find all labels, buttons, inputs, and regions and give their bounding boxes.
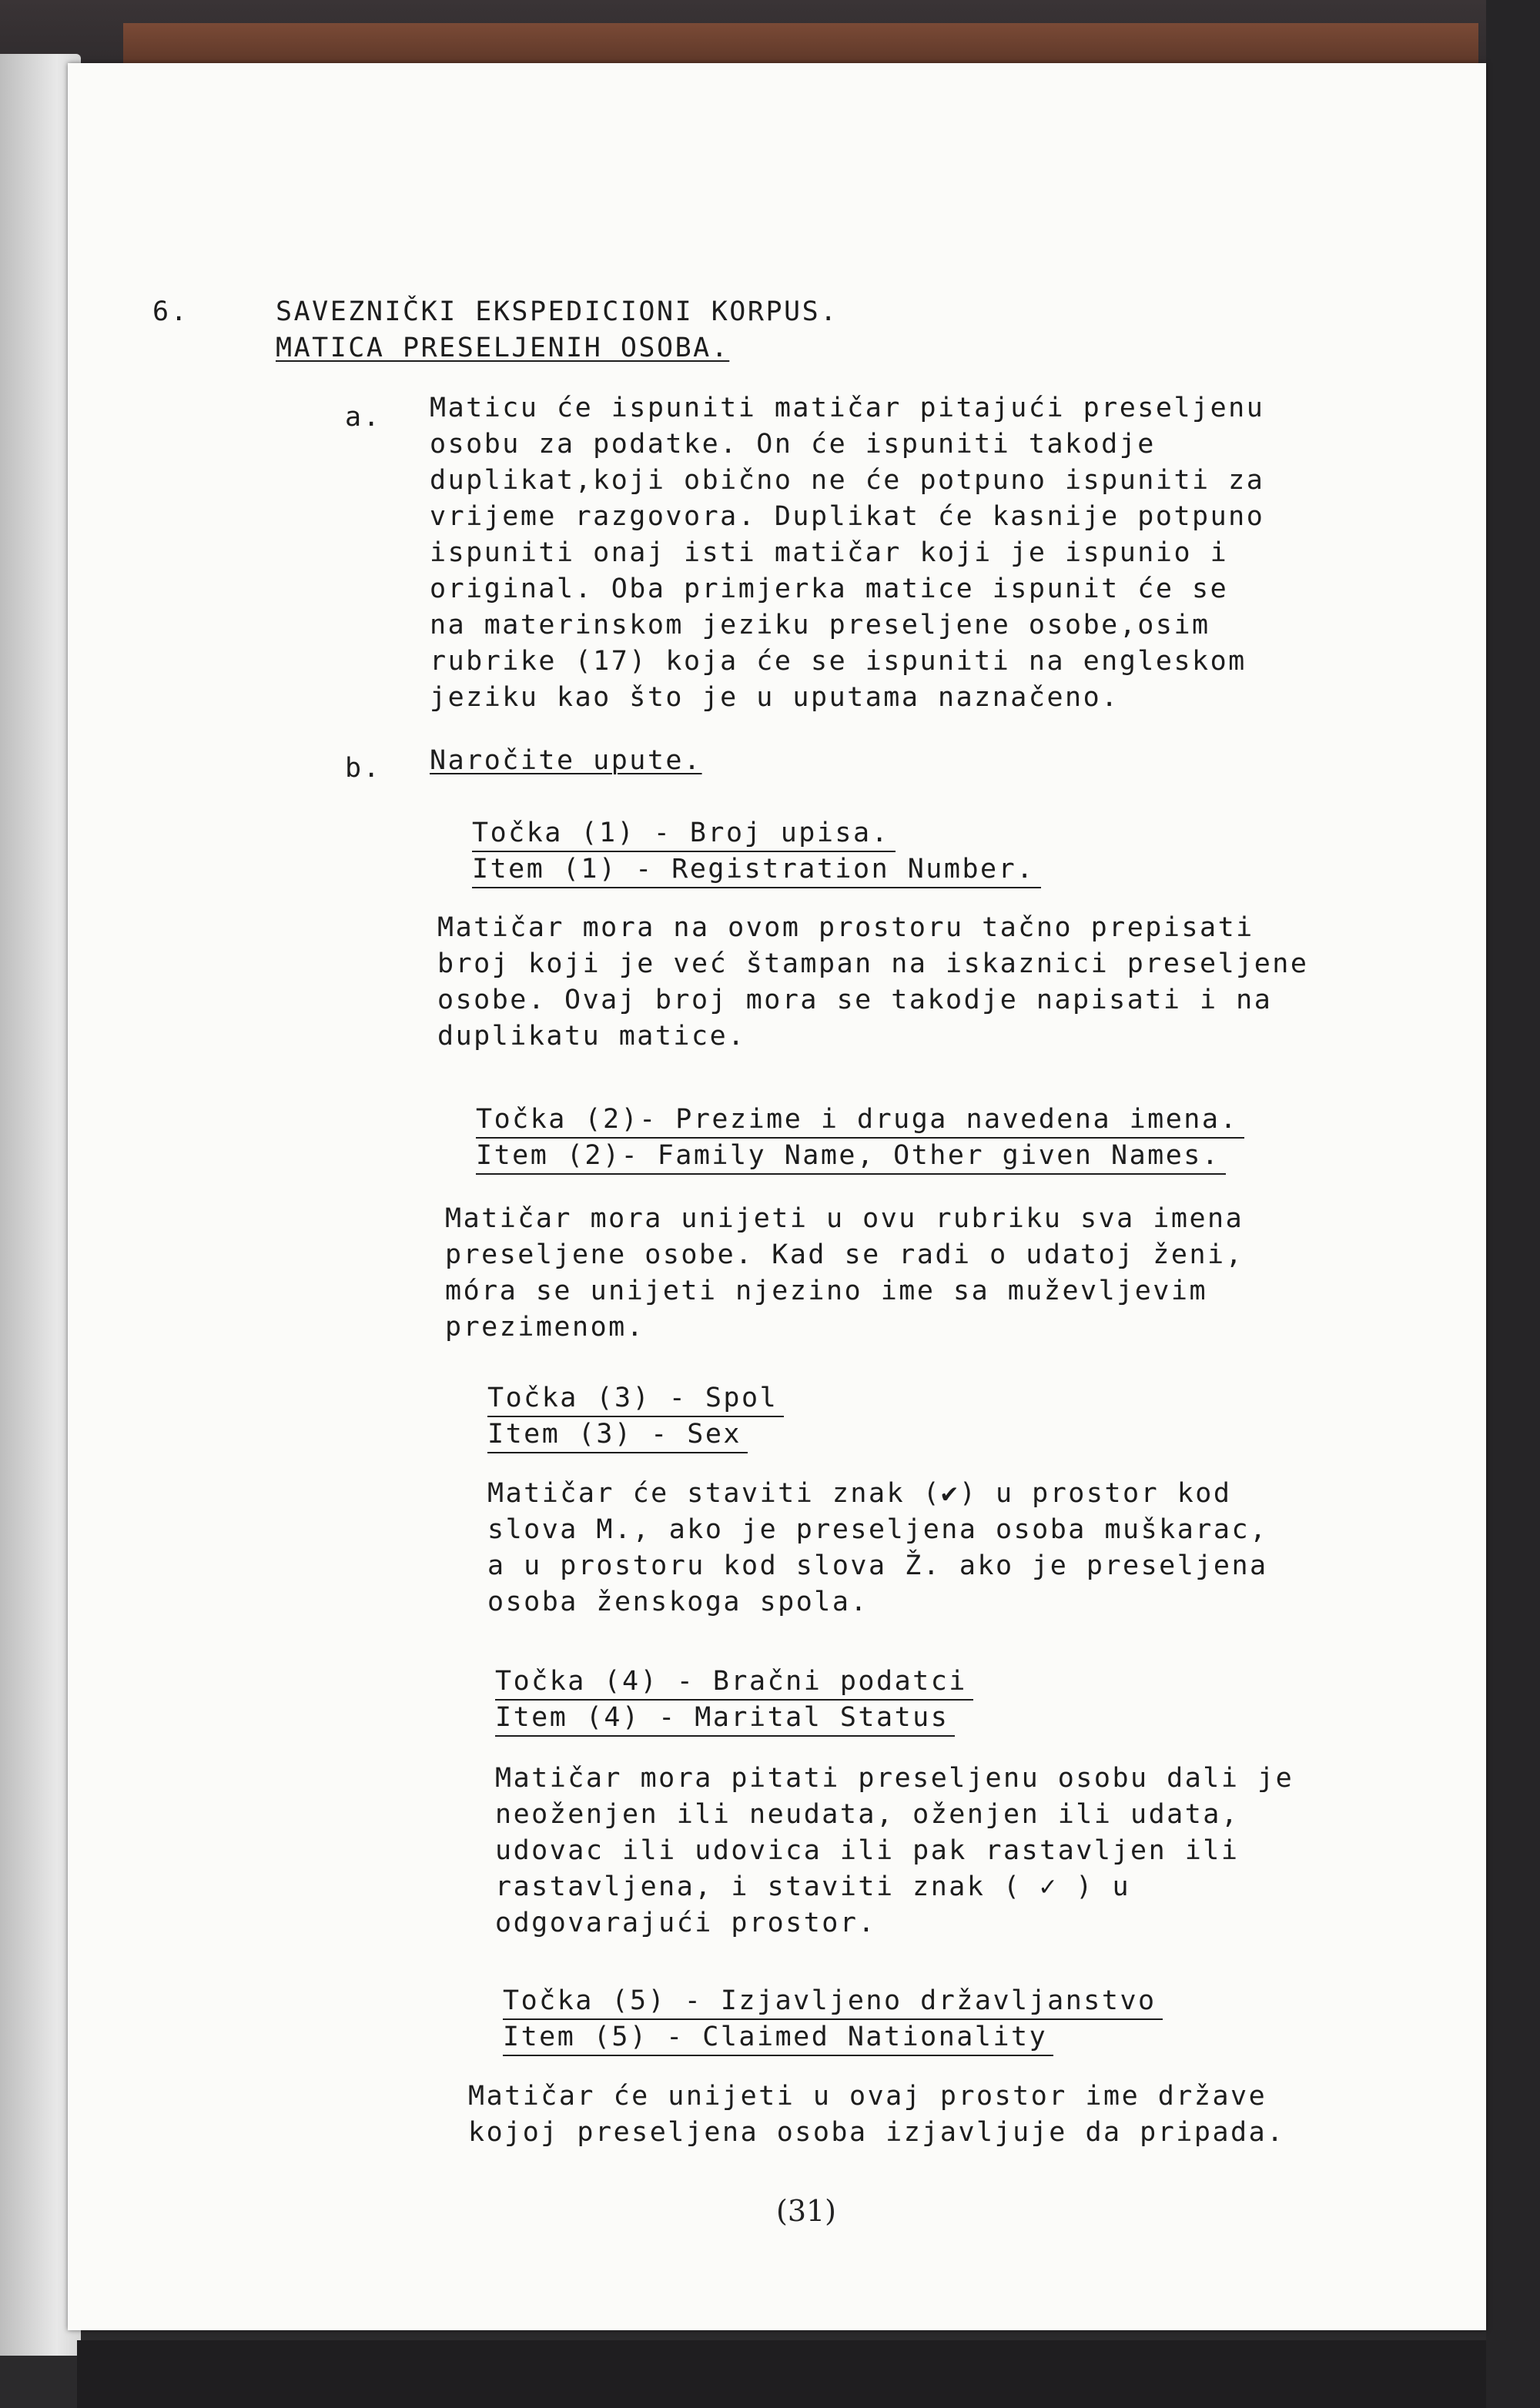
para-b-title: Naročite upute. (430, 745, 702, 776)
item-2-tocka: Točka (2)- Prezime i druga navedena imena. (476, 1102, 1244, 1139)
text-line: Matičar mora na ovom prostoru tačno prepisati (437, 912, 1254, 943)
para-a-marker: a. (345, 402, 382, 433)
text-line: Matičar će staviti znak (✔) u prostor kod (487, 1478, 1232, 1509)
document-page (68, 63, 1486, 2330)
item-3-heading (487, 1381, 784, 1453)
text-line: jeziku kao što je u uputama naznačeno. (430, 682, 1120, 713)
text-line: broj koji je već štampan na iskaznici preseljene (437, 948, 1309, 979)
text-line: udovac ili udovica ili pak rastavljen ili (495, 1835, 1240, 1866)
text-line: neoženjen ili neudata, oženjen ili udata, (495, 1799, 1240, 1830)
text-line: a u prostoru kod slova Ž. ako je preseljena (487, 1550, 1268, 1581)
text-line: ispuniti onaj isti matičar koji je ispunio i (430, 537, 1229, 568)
text-line: osoba ženskoga spola. (487, 1587, 869, 1617)
text-line: duplikatu matice. (437, 1021, 746, 1052)
text-line: original. Oba primjerka matice ispunit će se (430, 574, 1229, 604)
item-4-tocka: Točka (4) - Bračni podatci (495, 1664, 973, 1701)
text-line: preseljene osobe. Kad se radi o udatoj ženi, (445, 1239, 1244, 1270)
background-bottom (77, 2340, 1486, 2408)
text-line: odgovarajući prostor. (495, 1908, 877, 1938)
text-line: rastavljena, i staviti znak ( ✓ ) u (495, 1871, 1131, 1902)
text-line: vrijeme razgovora. Duplikat će kasnije potpuno (430, 501, 1265, 532)
item-3-item: Item (3) - Sex (487, 1417, 748, 1453)
book-binding (123, 23, 1478, 69)
text-line: kojoj preseljena osoba izjavljuje da pripada. (468, 2117, 1285, 2148)
text-line: Matičar će unijeti u ovaj prostor ime države (468, 2081, 1267, 2112)
text-line: osobu za podatke. On će ispuniti takodje (430, 429, 1156, 460)
item-4-item: Item (4) - Marital Status (495, 1701, 955, 1737)
item-5-heading (503, 1984, 1163, 2056)
item-1-tocka: Točka (1) - Broj upisa. (472, 816, 896, 852)
text-line: móra se unijeti njezino ime sa muževljevim (445, 1276, 1208, 1306)
section-number: 6. (152, 296, 189, 327)
para-b-marker: b. (345, 753, 382, 784)
item-3-tocka: Točka (3) - Spol (487, 1381, 784, 1417)
page-number: (31) (776, 2194, 837, 2228)
background-right (1486, 0, 1540, 2408)
text-line: slova M., ako je preseljena osoba muškarac, (487, 1514, 1268, 1545)
item-2-item: Item (2)- Family Name, Other given Names. (476, 1139, 1226, 1175)
text-line: Maticu će ispuniti matičar pitajući preseljenu (430, 393, 1265, 423)
heading-line-1: SAVEZNIČKI EKSPEDICIONI KORPUS. (276, 296, 839, 327)
text-line: duplikat,koji obično ne će potpuno ispuniti za (430, 465, 1265, 496)
item-1-item: Item (1) - Registration Number. (472, 852, 1041, 888)
item-1-heading (472, 816, 1041, 888)
item-4-heading (495, 1664, 973, 1737)
text-line: prezimenom. (445, 1312, 645, 1343)
text-line: Matičar mora pitati preseljenu osobu dali je (495, 1763, 1294, 1794)
text-line: Matičar mora unijeti u ovu rubriku sva imena (445, 1203, 1244, 1234)
heading-line-2: MATICA PRESELJENIH OSOBA. (276, 333, 730, 363)
text-line: osobe. Ovaj broj mora se takodje napisati i na (437, 985, 1273, 1015)
text-line: rubrike (17) koja će se ispuniti na engleskom (430, 646, 1247, 677)
text-line: na materinskom jeziku preseljene osobe,osim (430, 610, 1210, 640)
item-5-item: Item (5) - Claimed Nationality (503, 2020, 1053, 2056)
item-2-heading (476, 1102, 1244, 1175)
item-5-tocka: Točka (5) - Izjavljeno državljanstvo (503, 1984, 1163, 2020)
